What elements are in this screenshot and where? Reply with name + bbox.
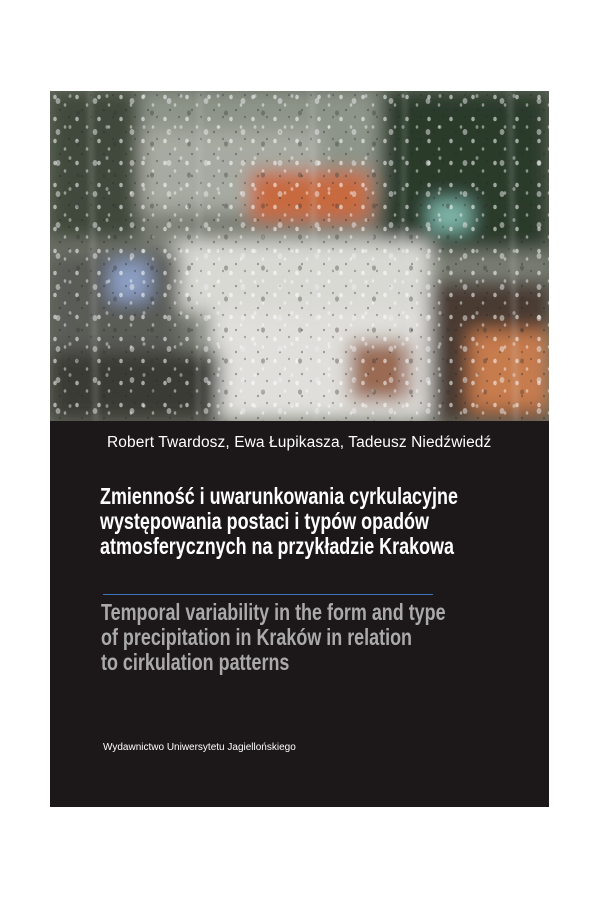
title-polish-block [100,484,540,559]
title-polish-line: występowania postaci i typów opadów [100,508,429,534]
title-polish-line: atmosferycznych na przykładzie Krakowa [100,533,454,559]
title-polish-line: Zmienność i uwarunkowania cyrkulacyjne [100,483,458,509]
title-divider [103,594,433,595]
cover-photo-rain-window [50,91,549,421]
title-english-line: Temporal variability in the form and type [101,599,446,625]
publisher: Wydawnictwo Uniwersytetu Jagiellońskiego [103,742,296,753]
authors: Robert Twardosz, Ewa Łupikasza, Tadeusz Niedźwiedź [107,434,492,451]
book-cover [50,91,549,807]
title-english-line: of precipitation in Kraków in relation [101,624,413,650]
title-polish [100,484,521,559]
title-english-line: to cirkulation patterns [101,649,290,675]
rain-window-photo [50,91,549,421]
title-english [101,600,522,675]
